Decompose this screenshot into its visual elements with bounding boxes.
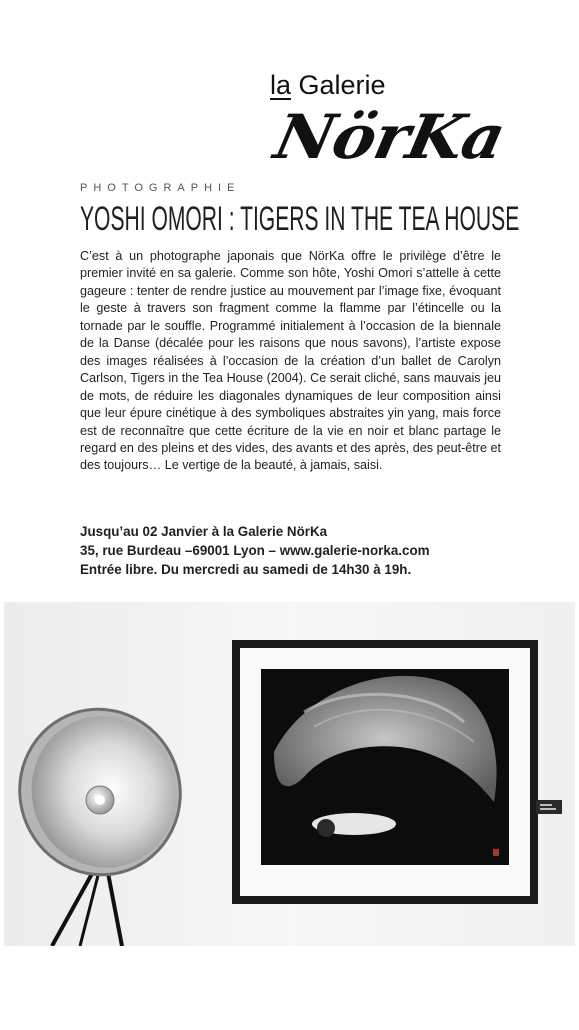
gallery-photo-illustration <box>4 602 575 946</box>
exhibition-hours: Entrée libre. Du mercredi au samedi de 14h30 à 19h. <box>80 562 412 577</box>
gallery-logo-top <box>270 70 386 101</box>
framed-artwork <box>232 640 538 904</box>
category-label: PHOTOGRAPHIE <box>80 182 241 194</box>
logo-article: la <box>270 70 292 100</box>
dancer-head <box>317 819 335 837</box>
gallery-photo <box>4 602 575 946</box>
wall-label <box>536 800 562 814</box>
artist-seal <box>493 849 499 856</box>
exhibition-info <box>80 522 520 579</box>
gallery-logo-norka: NörKa <box>268 101 511 174</box>
article-title: YOSHI OMORI : TIGERS IN THE TEA HOUSE <box>80 200 520 238</box>
logo-galerie: Galerie <box>291 70 386 100</box>
exhibition-address: 35, rue Burdeau –69001 Lyon – www.galerie-norka.com <box>80 543 430 558</box>
article-body: C’est à un photographe japonais que NörKa offre le privilège d’être le premier invité en sa galerie. Comme son hôte, Yoshi Omori s’attelle à cette gageure : tenter de rendre justice au mouvement par l’image fixe, évoquant le geste à travers son fragment comme la flamme par l’étincelle ou la tornade par le souffle. Programmé initialement à l’occasion de la biennale de la Danse (décalée pour les raisons que nous savons), l’artiste expose des images réalisées à l’occasion de la création d’un ballet de Carolyn Carlson, Tigers in the Tea House (2004). Ce serait cliché, sans mauvais jeu de mots, de réduire les diagonales dynamiques de leur composition ainsi que leur épure cinétique à des symboliques abstraites yin yang, mais force est de reconnaître que cette écriture de la vie en noir et blanc partage le regard en des pleins et des vides, des avants et des après, des peut-être et des toujours… Le vertige de la beauté, à jamais, saisi. <box>80 249 501 473</box>
exhibition-dates: Jusqu’au 02 Janvier à la Galerie NörKa <box>80 524 328 539</box>
